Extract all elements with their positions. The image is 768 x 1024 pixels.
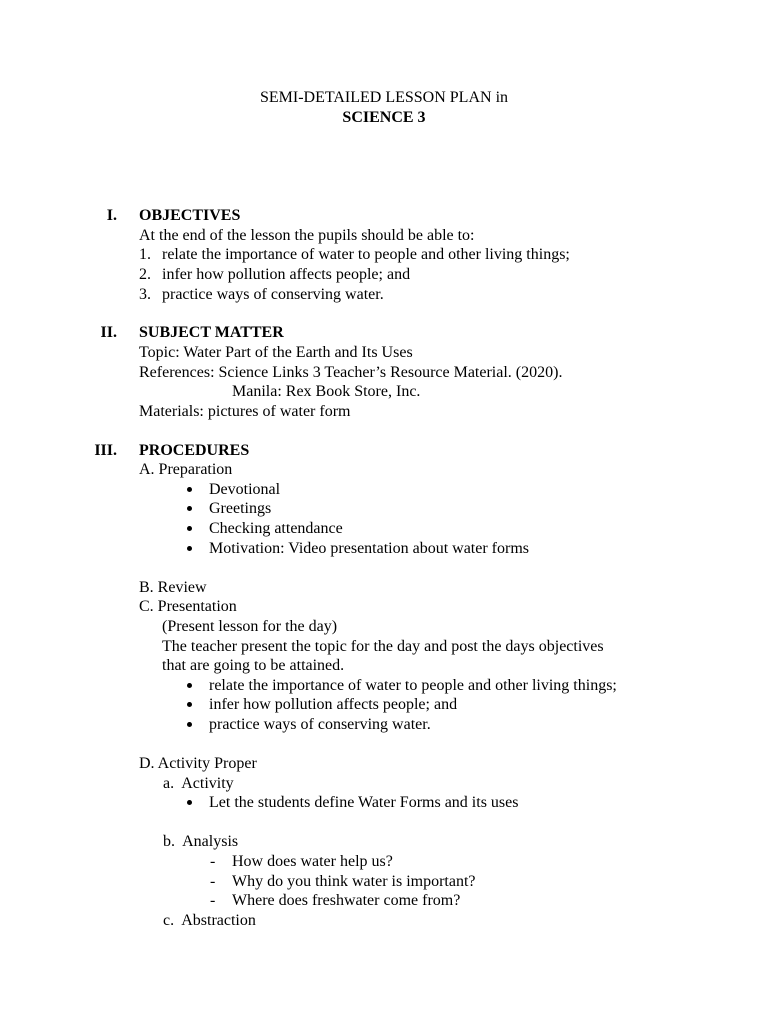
- bullet-text: Devotional: [209, 481, 281, 498]
- objective-number: 2.: [139, 266, 151, 283]
- bullet-icon: [187, 526, 192, 531]
- dash-marker: -: [210, 873, 216, 890]
- bullet-text: Let the students define Water Forms and its uses: [209, 794, 519, 811]
- section-heading-procedures: PROCEDURES: [139, 442, 250, 459]
- objective-item: practice ways of conserving water.: [162, 286, 384, 303]
- analysis-question: Where does freshwater come from?: [232, 892, 461, 909]
- bullet-icon: [187, 702, 192, 707]
- bullet-icon: [187, 506, 192, 511]
- section-numeral-procedures: III.: [94, 442, 117, 459]
- section-heading-subject-matter: SUBJECT MATTER: [139, 324, 284, 341]
- bullet-text: practice ways of conserving water.: [209, 716, 431, 733]
- objective-item: relate the importance of water to people and other living things;: [162, 246, 570, 263]
- bullet-icon: [187, 683, 192, 688]
- section-numeral-subject-matter: II.: [100, 324, 117, 341]
- objective-number: 3.: [139, 286, 151, 303]
- analysis-question: Why do you think water is important?: [232, 873, 476, 890]
- bullet-text: infer how pollution affects people; and: [209, 696, 458, 713]
- analysis-question: How does water help us?: [232, 853, 393, 870]
- objectives-intro: At the end of the lesson the pupils should be able to:: [139, 227, 475, 244]
- presentation-label: C. Presentation: [139, 598, 237, 615]
- review-label: B. Review: [139, 579, 207, 596]
- bullet-icon: [187, 722, 192, 727]
- bullet-icon: [187, 487, 192, 492]
- bullet-text: Checking attendance: [209, 520, 343, 537]
- bullet-icon: [187, 546, 192, 551]
- subject-references: References: Science Links 3 Teacher’s Resource Material. (2020).: [139, 364, 563, 381]
- title-line-2: SCIENCE 3: [342, 109, 426, 126]
- subject-materials: Materials: pictures of water form: [139, 403, 351, 420]
- bullet-text: Greetings: [209, 500, 272, 517]
- title-line-1: SEMI-DETAILED LESSON PLAN in: [259, 89, 509, 106]
- bullet-text: Motivation: Video presentation about water forms: [209, 540, 530, 557]
- subject-references-continued: Manila: Rex Book Store, Inc.: [232, 383, 421, 400]
- abstraction-label: c. Abstraction: [163, 912, 256, 929]
- section-heading-objectives: OBJECTIVES: [139, 207, 241, 224]
- objective-item: infer how pollution affects people; and: [162, 266, 411, 283]
- activity-label: a. Activity: [163, 775, 234, 792]
- dash-marker: -: [210, 853, 216, 870]
- presentation-note: (Present lesson for the day): [162, 618, 338, 635]
- bullet-icon: [187, 800, 192, 805]
- activity-proper-label: D. Activity Proper: [139, 755, 257, 772]
- bullet-text: relate the importance of water to people and other living things;: [209, 677, 617, 694]
- analysis-label: b. Analysis: [163, 833, 239, 850]
- objective-number: 1.: [139, 246, 151, 263]
- section-numeral-objectives: I.: [106, 207, 117, 224]
- dash-marker: -: [210, 892, 216, 909]
- subject-topic: Topic: Water Part of the Earth and Its Uses: [139, 344, 413, 361]
- presentation-text: The teacher present the topic for the day and post the days objectives: [162, 638, 604, 655]
- presentation-text-continued: that are going to be attained.: [162, 657, 345, 674]
- preparation-label: A. Preparation: [139, 461, 233, 478]
